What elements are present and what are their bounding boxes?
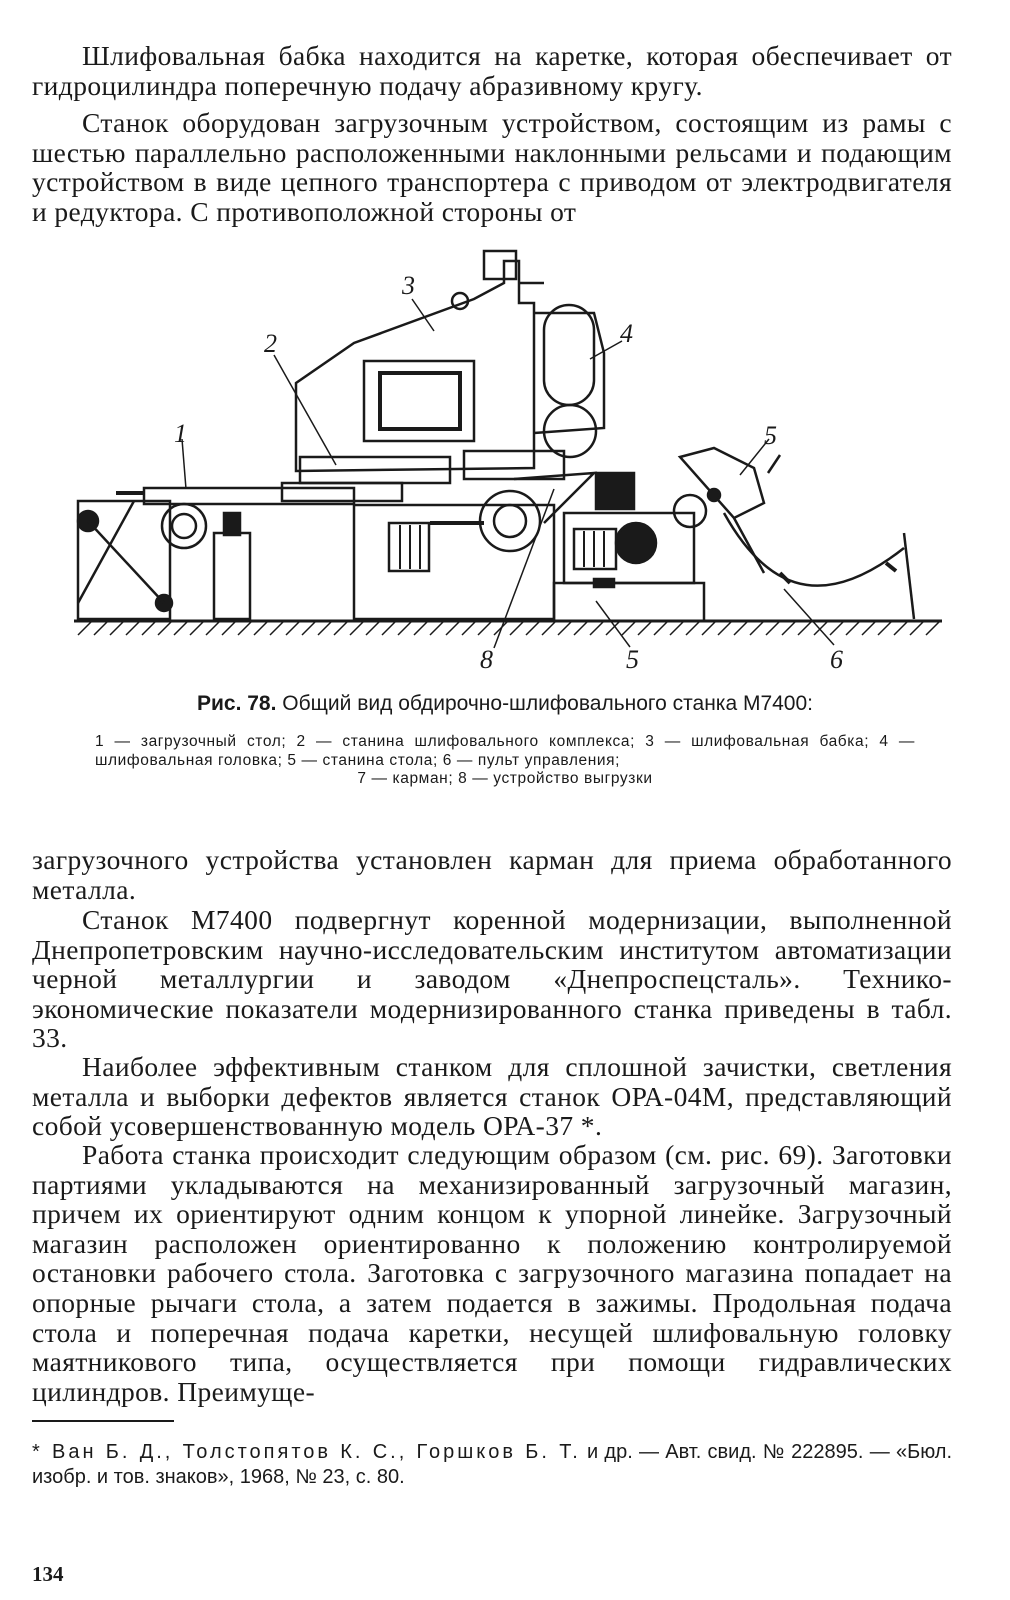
figure-number: Рис. 78. [196,692,277,715]
figure-label-3: 3 [402,271,415,300]
ground-hatch [74,621,942,635]
footnote-authors: * Ван Б. Д., Толстопятов К. С., Горшков Б. Т. [32,1441,581,1463]
figure-label-4: 4 [620,319,633,348]
figure-label-8: 8 [480,645,493,674]
paragraph-5: Наиболее эффективным станком для сплошной зачистки, светления металла и выборки дефектов является станок ОРА-04М, представляющий собой усовершенствованную модель ОРА-37 *. [32,1051,952,1142]
legend-main: 1 — загрузочный стол; 2 — станина шлифовального комплекса; 3 — шлифовальная бабка; 4 — шлифовальная головка; 5 — станина стола; 6 — пульт управления; [95,733,915,769]
figure-label-5b: 5 [626,645,639,674]
machine-bed [354,473,706,621]
figure-legend [95,733,915,789]
paragraph-3: загрузочного устройства установлен карман для приема обработанного металла. [32,844,952,905]
figure-label-6: 6 [830,645,843,674]
figure-label-5a: 5 [764,421,777,450]
paragraph-6: Работа станка происходит следующим образом (см. рис. 69). Заготовки партиями укладываются на механизированный загрузочный магазин, причем их ориентируют одним концом к упорной линейке. Загрузочный магазин расположен ориентированно к положению контролируемой остановки рабочего стола. Заготовка с загрузочного магазина попадает на опорные рычаги стола, а затем подается в зажимы. Продольная подача стола и поперечная подача каретки, несущей шлифовальную головку маятникового типа, осуществляется при помощи гидравлических цилиндров. Преимуще- [32,1139,952,1407]
loading-table [78,488,354,619]
paragraph-2: Станок оборудован загрузочным устройством, состоящим из рамы с шестью параллельно расположенными наклонными рельсами и подающим устройством в виде цепного транспортера с приводом от электродвигателя и редуктора. С противоположной стороны от [32,107,952,227]
grinding-headstock [282,251,604,523]
figure-caption [0,692,1010,716]
unloading-chute [680,448,914,619]
figure-label-1: 1 [174,419,187,448]
footnote-rest: и др. — Авт. свид. № 222895. — «Бюл. изобр. и тов. знаков», 1968, № 23, с. 80. [32,1441,952,1488]
legend-last: 7 — карман; 8 — устройство выгрузки [357,770,653,787]
footnote [32,1440,952,1490]
page-number: 134 [32,1562,64,1586]
paragraph-4: Станок М7400 подвергнут коренной модернизации, выполненной Днепропетровским научно-исследовательским институтом автоматизации черной металлургии и заводом «Днепроспецсталь». Технико-экономические показатели модернизированного станка приведены в табл. 33. [32,904,952,1054]
footnote-divider [32,1420,174,1422]
figure-title: Общий вид обдирочно-шлифовального станка М7400: [282,692,813,715]
machine-figure [74,243,942,693]
paragraph-1: Шлифовальная бабка находится на каретке, которая обеспечивает от гидроцилиндра поперечную подачу абразивному кругу. [32,40,952,101]
leader-lines [182,299,834,648]
figure-label-2: 2 [264,329,277,358]
